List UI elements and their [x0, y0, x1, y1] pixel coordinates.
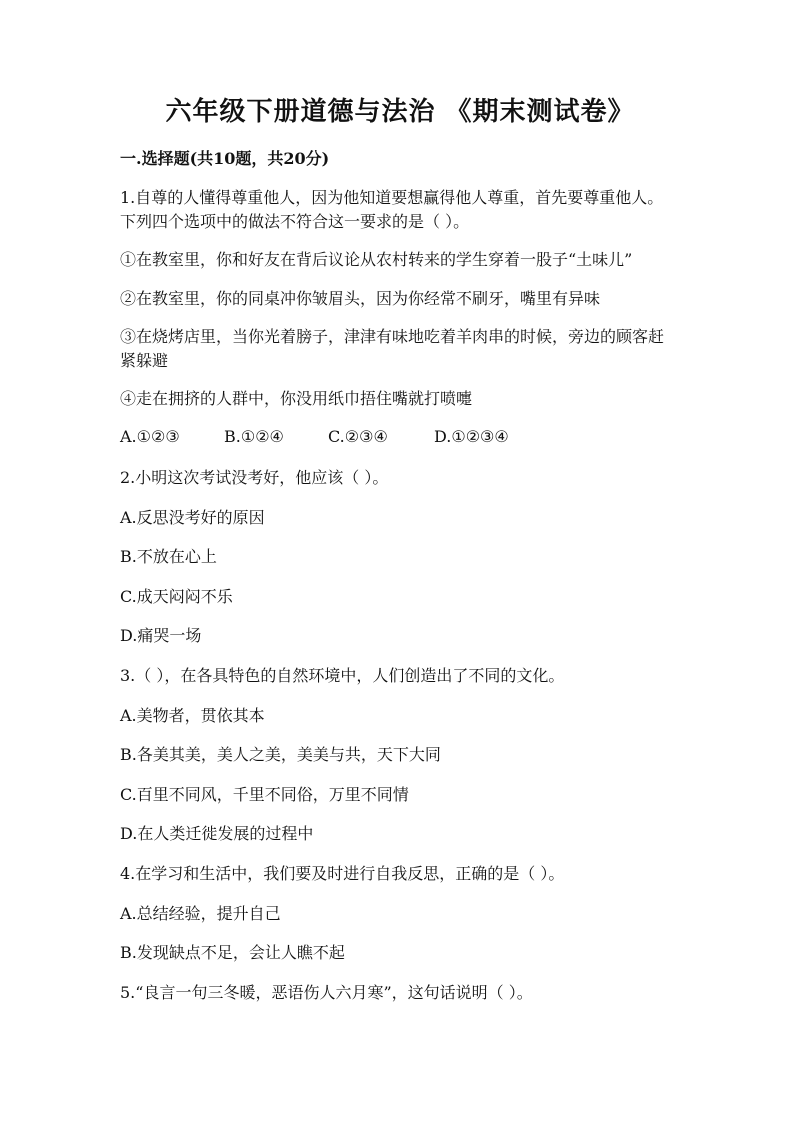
question-1-item-3-line2: 紧躲避 — [120, 351, 169, 370]
question-3-option-a: A.美物者，贯依其本 — [120, 706, 265, 725]
question-1-option-a: A.①②③ — [120, 427, 180, 446]
question-2-option-b: B.不放在心上 — [120, 547, 217, 566]
section-heading: 一.选择题(共10题，共20分) — [120, 149, 330, 168]
question-1-item-3-line1: ③在烧烤店里，当你光着膀子，津津有味地吃着羊肉串的时候，旁边的顾客赶 — [120, 327, 665, 346]
question-2-option-c: C.成天闷闷不乐 — [120, 587, 233, 606]
question-1-stem-line2: 下列四个选项中的做法不符合这一要求的是（ ）。 — [120, 212, 470, 231]
question-4-option-a: A.总结经验，提升自己 — [120, 904, 281, 923]
question-2-stem: 2.小明这次考试没考好，他应该（ ）。 — [120, 468, 389, 487]
question-1-option-d: D.①②③④ — [434, 427, 509, 446]
question-4-option-b: B.发现缺点不足，会让人瞧不起 — [120, 943, 345, 962]
question-3-option-b: B.各美其美，美人之美，美美与共，天下大同 — [120, 745, 441, 764]
question-1-stem-line1: 1.自尊的人懂得尊重他人，因为他知道要想赢得他人尊重，首先要尊重他人。 — [120, 188, 664, 207]
question-3-stem: 3.（ ），在各具特色的自然环境中，人们创造出了不同的文化。 — [120, 666, 565, 685]
page-title: 六年级下册道德与法治 《期末测试卷》 — [165, 97, 635, 127]
question-3-option-d: D.在人类迁徙发展的过程中 — [120, 824, 314, 843]
question-1-item-1: ①在教室里，你和好友在背后议论从农村转来的学生穿着一股子“土味儿” — [120, 250, 633, 269]
question-1-option-b: B.①②④ — [224, 427, 284, 446]
question-1-options — [120, 426, 680, 448]
question-2-option-a: A.反思没考好的原因 — [120, 508, 265, 527]
question-1-item-4: ④走在拥挤的人群中，你没用纸巾捂住嘴就打喷嚏 — [120, 389, 473, 408]
question-3-option-c: C.百里不同风，千里不同俗，万里不同情 — [120, 785, 409, 804]
question-5-stem: 5.“良言一句三冬暖，恶语伤人六月寒”，这句话说明（ ）。 — [120, 983, 533, 1002]
question-1-option-c: C.②③④ — [328, 427, 388, 446]
question-4-stem: 4.在学习和生活中，我们要及时进行自我反思，正确的是（ ）。 — [120, 864, 565, 883]
question-1-item-2: ②在教室里，你的同桌冲你皱眉头，因为你经常不刷牙，嘴里有异味 — [120, 289, 601, 308]
question-2-option-d: D.痛哭一场 — [120, 626, 202, 645]
